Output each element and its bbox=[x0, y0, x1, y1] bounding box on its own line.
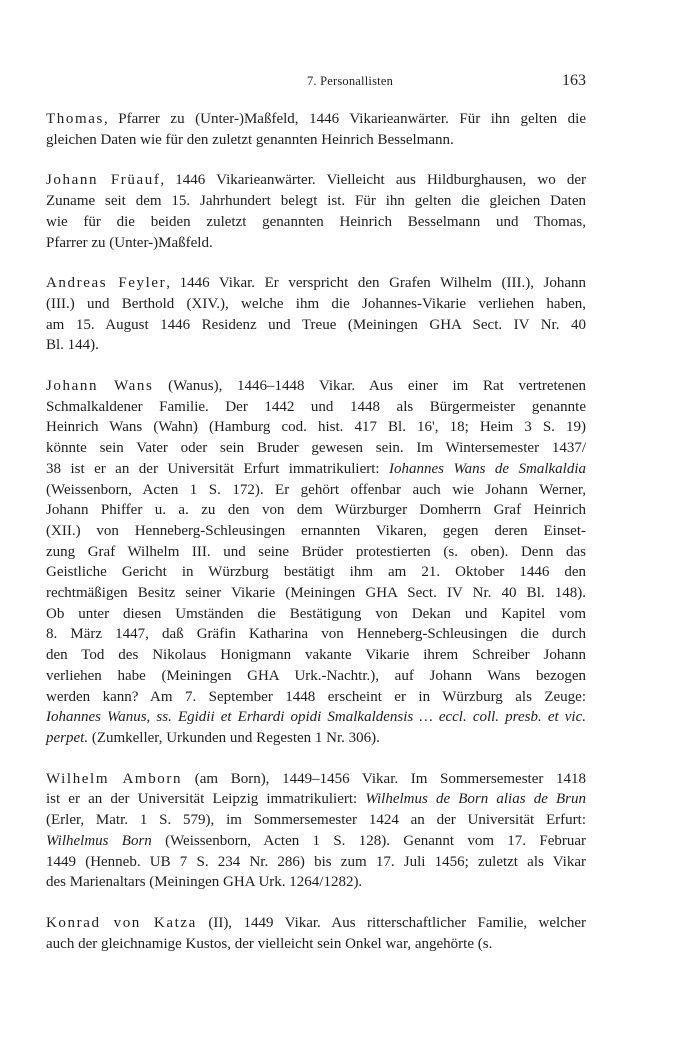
text-line bbox=[46, 109, 586, 130]
italic-citation: Iohannes Wanus, ss. Egidii et Erhardi opidi Smalkaldensis … eccl. coll. presb. et vic. bbox=[46, 709, 586, 726]
text-line bbox=[46, 831, 587, 852]
entry-text: (XII.) von Henneberg-Schleusingen ernannten Vikaren, gegen deren Einset- bbox=[46, 522, 586, 539]
text-line bbox=[46, 852, 586, 873]
italic-citation: Wilhelmus Born bbox=[46, 832, 152, 849]
entry-text: (Wanus), 1446–1448 Vikar. Aus einer im Rat vertretenen bbox=[153, 378, 586, 395]
text-line bbox=[46, 583, 586, 604]
entry-text: 38 ist er an der Universität Erfurt immatrikuliert: bbox=[46, 460, 390, 477]
entry-text: des Marienaltars (Meiningen GHA Urk. 1264/1282). bbox=[46, 874, 363, 891]
text-line bbox=[46, 728, 586, 749]
person-name: Thomas bbox=[46, 111, 104, 127]
entry-text: ist er an der Universität Leipzig immatrikuliert: bbox=[46, 791, 366, 808]
entry-text: gleichen Daten wie für den zuletzt genannten Heinrich Besselmann. bbox=[46, 131, 454, 148]
entry-text: Heinrich Wans (Wahn) (Hamburg cod. hist. 417 Bl. 16', 18; Heim 3 S. 19) bbox=[46, 419, 586, 436]
personnel-entries bbox=[46, 109, 586, 974]
entry-text: (Erler, Matr. 1 S. 579), im Sommersemester 1424 an der Universität Erfurt: bbox=[46, 812, 586, 829]
entry-text: , 1446 Vikarieanwärter. Vielleicht aus Hildburghausen, wo der bbox=[160, 172, 586, 189]
running-head bbox=[0, 72, 700, 96]
text-line bbox=[46, 480, 586, 501]
entry-text: (II), 1449 Vikar. Aus ritterschaftlicher Familie, welcher bbox=[196, 914, 586, 931]
text-line bbox=[46, 810, 586, 831]
entry-text: Pfarrer zu (Unter-)Maßfeld. bbox=[46, 234, 213, 251]
text-line bbox=[46, 542, 586, 563]
entry-text: Zuname seit dem 15. Jahrhundert belegt ist. Für ihn gelten die gleichen Daten bbox=[46, 193, 586, 210]
text-line bbox=[46, 707, 586, 728]
entry-text: Johann Phiffer u. a. zu den von dem Würzburger Domherrn Graf Heinrich bbox=[46, 502, 586, 519]
text-line bbox=[46, 397, 586, 418]
entry-text: wie für die beiden zuletzt genannten Heinrich Besselmann und Thomas, bbox=[46, 213, 586, 230]
text-line bbox=[46, 500, 586, 521]
entry-text: auch der gleichnamige Kustos, der vielleicht sein Onkel war, angehörte (s. bbox=[46, 935, 493, 952]
entry-text: , Pfarrer zu (Unter-)Maßfeld, 1446 Vikarieanwärter. Für ihn gelten die bbox=[103, 111, 586, 127]
text-line bbox=[46, 438, 586, 459]
person-name: Johann Wans bbox=[46, 378, 154, 395]
person-name: Wilhelm Amborn bbox=[46, 770, 183, 787]
entry-text: verliehen habe (Meiningen GHA Urk.-Nachtr.), auf Johann Wans bezogen bbox=[46, 667, 586, 684]
entry-text: 1449 (Henneb. UB 7 S. 234 Nr. 286) bis zum 17. Juli 1456; zuletzt als Vikar bbox=[46, 853, 586, 870]
text-line bbox=[46, 913, 586, 934]
person-name: Johann Früauf bbox=[46, 172, 161, 189]
italic-citation: Iohannes Wans de Smalkaldia bbox=[389, 460, 586, 477]
entry-text: 8. März 1447, daß Gräfin Katharina von Henneberg-Schleusingen die durch bbox=[46, 626, 586, 643]
text-line bbox=[46, 233, 586, 254]
person-entry bbox=[46, 273, 586, 356]
text-line bbox=[46, 212, 586, 233]
text-line bbox=[46, 376, 586, 397]
person-entry bbox=[46, 170, 586, 253]
running-title: 7. Personallisten bbox=[306, 74, 394, 88]
person-name: Andreas Feyler bbox=[46, 275, 167, 292]
entry-text: Ob unter diesen Umständen die Bestätigung von Dekan und Kapitel vom bbox=[46, 605, 586, 622]
text-line bbox=[46, 687, 586, 708]
entry-text: (am Born), 1449–1456 Vikar. Im Sommersemester 1418 bbox=[182, 770, 586, 787]
text-line bbox=[46, 273, 586, 294]
text-line bbox=[46, 624, 586, 645]
entry-text: (Zumkeller, Urkunden und Regesten 1 Nr. 306). bbox=[88, 729, 380, 746]
entry-text: (III.) und Berthold (XIV.), welche ihm die Johannes-Vikarie verliehen haben, bbox=[46, 295, 586, 312]
entry-text: (Weissenborn, Acten 1 S. 128). Genannt vom 17. Februar bbox=[151, 832, 587, 849]
person-entry bbox=[46, 913, 586, 954]
text-line bbox=[46, 191, 586, 212]
text-line bbox=[46, 170, 586, 191]
person-entry bbox=[46, 109, 586, 150]
entry-text: (Weissenborn, Acten 1 S. 172). Er gehört offenbar auch wie Johann Werner, bbox=[46, 481, 586, 498]
person-entry bbox=[46, 376, 586, 749]
entry-text: könnte sein Vater oder sein Bruder gewesen sein. Im Wintersemester 1437/ bbox=[46, 440, 586, 457]
italic-citation: Wilhelmus de Born alias de Brun bbox=[365, 791, 586, 808]
text-line bbox=[46, 521, 586, 542]
text-line bbox=[46, 417, 586, 438]
entry-text: zung Graf Wilhelm III. und seine Brüder protestierten (s. oben). Denn das bbox=[46, 543, 586, 560]
text-line bbox=[46, 645, 586, 666]
person-name: Konrad von Katza bbox=[46, 914, 197, 931]
text-line bbox=[46, 934, 586, 955]
page-number: 163 bbox=[562, 72, 586, 89]
entry-text: Schmalkaldener Familie. Der 1442 und 1448 als Bürgermeister genannte bbox=[46, 398, 586, 415]
text-line bbox=[46, 872, 586, 893]
entry-text: werden kann? Am 7. September 1448 erscheint er in Würzburg als Zeuge: bbox=[46, 688, 586, 705]
entry-text: den Tod des Nikolaus Honigmann vakante Vikarie ihrem Schreiber Johann bbox=[46, 647, 586, 664]
italic-citation: perpet. bbox=[46, 729, 89, 746]
person-entry bbox=[46, 769, 586, 893]
text-line bbox=[46, 769, 586, 790]
entry-text: Geistliche Gericht in Würzburg bestätigt ihm am 21. Oktober 1446 den bbox=[46, 564, 586, 581]
text-line bbox=[46, 335, 586, 356]
entry-text: rechtmäßigen Besitz seiner Vikarie (Meiningen GHA Sect. IV Nr. 40 Bl. 148). bbox=[46, 585, 586, 602]
text-line bbox=[46, 459, 586, 480]
entry-text: , 1446 Vikar. Er verspricht den Grafen Wilhelm (III.), Johann bbox=[166, 275, 586, 292]
text-line bbox=[46, 604, 586, 625]
entry-text: Bl. 144). bbox=[46, 337, 99, 354]
entry-text: am 15. August 1446 Residenz und Treue (Meiningen GHA Sect. IV Nr. 40 bbox=[46, 316, 586, 333]
text-line bbox=[46, 315, 586, 336]
text-line bbox=[46, 789, 586, 810]
text-line bbox=[46, 130, 586, 151]
text-line bbox=[46, 666, 586, 687]
text-line bbox=[46, 562, 586, 583]
text-line bbox=[46, 294, 586, 315]
